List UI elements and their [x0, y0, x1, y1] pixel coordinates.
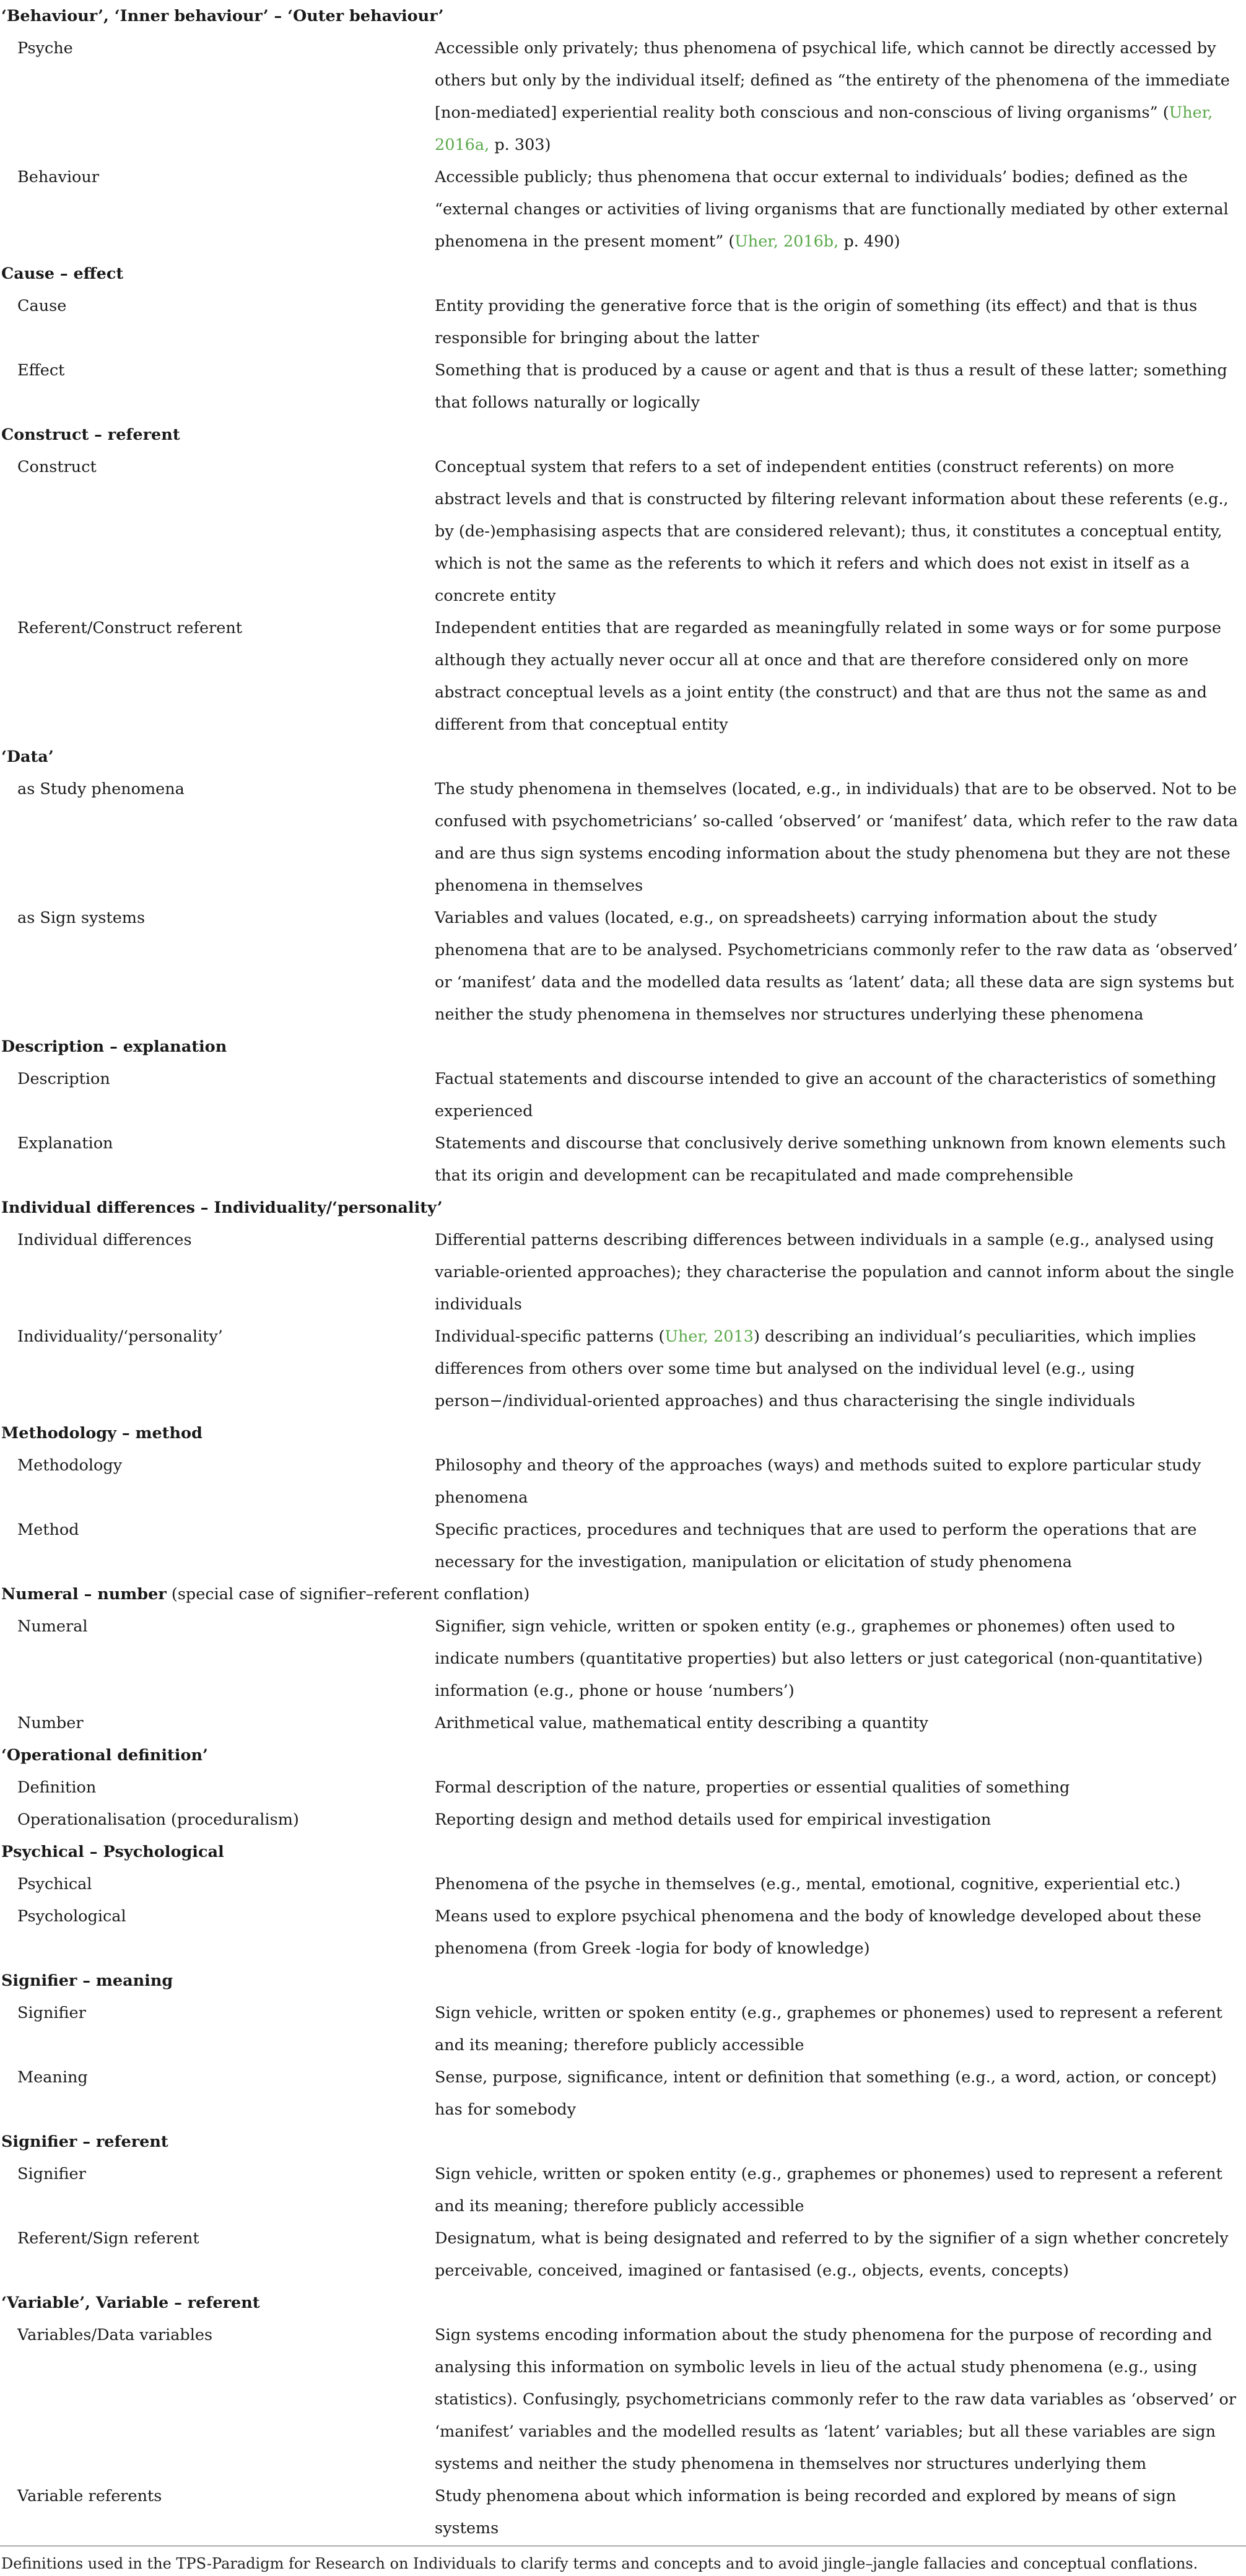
section-heading-row — [0, 1578, 1246, 1610]
section-heading — [0, 258, 1246, 290]
definition-row — [0, 612, 1246, 741]
definition-text: Philosophy and theory of the approaches (ways) and methods suited to explore particular study phenomena — [435, 1456, 1201, 1507]
term-cell: Numeral — [17, 1617, 88, 1636]
definition-cell — [435, 2158, 1246, 2222]
table-caption: Definitions used in the TPS-Paradigm for Research on Individuals to clarify terms and concepts and to avoid jingle–jangle fallacies and conceptual conflations. — [1, 2555, 1198, 2572]
definition-cell — [435, 1063, 1246, 1127]
definition-cell — [435, 773, 1246, 902]
term-cell: Psychical — [17, 1875, 92, 1893]
definition-row — [0, 1224, 1246, 1321]
definition-text: Independent entities that are regarded as meaningfully related in some ways or for some purpose although they actually never occur all at once and that are therefore considered only on more abstract conceptual levels as a joint entity (the construct) and that are thus not the same as and different from that conceptual entity — [435, 619, 1221, 734]
term-cell: Meaning — [17, 2068, 88, 2087]
section-title: Individual differences – Individuality/‘personality’ — [1, 1198, 443, 1217]
section-title: ‘Operational definition’ — [1, 1746, 208, 1765]
definition-row — [0, 2158, 1246, 2222]
section-heading-row — [0, 1417, 1246, 1449]
definition-cell — [435, 2319, 1246, 2480]
definition-row — [0, 1063, 1246, 1127]
term-cell: Definition — [17, 1778, 97, 1797]
section-title: ‘Data’ — [1, 748, 54, 766]
definition-cell — [435, 1449, 1246, 1514]
definition-row — [0, 32, 1246, 161]
definition-cell — [435, 2222, 1246, 2287]
section-heading-row — [0, 1192, 1246, 1224]
term-cell: Referent/Construct referent — [17, 619, 242, 637]
section-title: Cause – effect — [1, 264, 124, 283]
section-heading — [0, 1836, 1246, 1868]
definition-cell — [435, 354, 1246, 419]
definition-text: Reporting design and method details used for empirical investigation — [435, 1810, 991, 1829]
definition-text: Study phenomena about which information is being recorded and explored by means of sign systems — [435, 2487, 1177, 2538]
section-heading-row — [0, 2287, 1246, 2319]
definition-row — [0, 1804, 1246, 1836]
definition-text: Sense, purpose, significance, intent or definition that something (e.g., a word, action, or concept) has for somebody — [435, 2068, 1217, 2119]
definition-row — [0, 1707, 1246, 1739]
term-cell: Variable referents — [17, 2487, 162, 2505]
definition-row — [0, 1900, 1246, 1965]
definition-text: Accessible only privately; thus phenomena of psychical life, which cannot be directly accessed by others but only by the individual itself; defined as “the entirety of the phenomena of the immediate [non-mediated] experiential reality both conscious and non-conscious of living organisms” ( — [435, 39, 1230, 122]
section-title: Description – explanation — [1, 1037, 227, 1056]
section-heading-row — [0, 1031, 1246, 1063]
section-title: Psychical – Psychological — [1, 1843, 224, 1861]
definition-row — [0, 773, 1246, 902]
section-heading — [0, 0, 1246, 32]
definition-row — [0, 1127, 1246, 1192]
definition-text: Individual-specific patterns ( — [435, 1327, 665, 1346]
citation-link[interactable]: Uher, 2016b, — [734, 232, 839, 251]
definition-text: Something that is produced by a cause or agent and that is thus a result of these latter; something that follows naturally or logically — [435, 361, 1227, 412]
section-heading-row — [0, 0, 1246, 32]
definition-cell — [435, 1900, 1246, 1965]
definition-cell — [435, 612, 1246, 741]
section-title: ‘Variable’, Variable – referent — [1, 2294, 260, 2312]
section-heading — [0, 1192, 1246, 1224]
definition-row — [0, 902, 1246, 1031]
definition-text: Formal description of the nature, properties or essential qualities of something — [435, 1778, 1070, 1797]
definition-row — [0, 451, 1246, 612]
definition-cell — [435, 1127, 1246, 1192]
definition-row — [0, 2480, 1246, 2544]
section-title: Numeral – number — [1, 1585, 167, 1604]
definition-row — [0, 1771, 1246, 1804]
section-title: Signifier – referent — [1, 2133, 168, 2151]
section-title: Construct – referent — [1, 426, 180, 444]
definition-cell — [435, 1514, 1246, 1578]
definition-row — [0, 161, 1246, 258]
term-cell: Methodology — [17, 1456, 123, 1475]
definition-text: p. 490) — [839, 232, 900, 251]
definition-cell — [435, 1804, 1246, 1836]
definition-cell — [435, 161, 1246, 258]
section-heading-row — [0, 2126, 1246, 2158]
term-cell: Signifier — [17, 2004, 86, 2022]
section-heading — [0, 1417, 1246, 1449]
definition-text: Differential patterns describing differences between individuals in a sample (e.g., analysed using variable-oriented approaches); they characterise the population and cannot inform about the single individuals — [435, 1231, 1234, 1314]
definition-row — [0, 354, 1246, 419]
definition-row — [0, 2319, 1246, 2480]
term-cell: Behaviour — [17, 168, 99, 186]
definition-row — [0, 1868, 1246, 1900]
definition-row — [0, 290, 1246, 354]
definition-cell — [435, 451, 1246, 612]
term-cell: Explanation — [17, 1134, 113, 1153]
term-cell: as Study phenomena — [17, 780, 185, 798]
definition-text: Means used to explore psychical phenomena and the body of knowledge developed about these phenomena (from Greek -logia for body of knowledge) — [435, 1907, 1201, 1958]
section-heading-row — [0, 1836, 1246, 1868]
term-cell: Referent/Sign referent — [17, 2229, 199, 2248]
definition-text: Statements and discourse that conclusively derive something unknown from known elements such that its origin and development can be recapitulated and made comprehensible — [435, 1134, 1226, 1185]
definition-row — [0, 1514, 1246, 1578]
citation-link[interactable]: Uher, 2013 — [664, 1327, 754, 1346]
definition-cell — [435, 902, 1246, 1031]
definition-text: The study phenomena in themselves (located, e.g., in individuals) that are to be observed. Not to be confused with psychometricians’ so-called ‘observed’ or ‘manifest’ data, which refer to the raw data and are thus sign systems encoding information about the study phenomena but they are not these phenomena in themselves — [435, 780, 1239, 895]
definition-text: p. 303) — [489, 136, 551, 154]
definition-text: Designatum, what is being designated and referred to by the signifier of a sign whether concretely perceivable, conceived, imagined or fantasised (e.g., objects, events, concepts) — [435, 2229, 1229, 2280]
term-cell: Individuality/‘personality’ — [17, 1327, 223, 1346]
definition-cell — [435, 1868, 1246, 1900]
term-cell: Description — [17, 1070, 110, 1088]
definition-text: Arithmetical value, mathematical entity describing a quantity — [435, 1714, 928, 1732]
definition-row — [0, 1321, 1246, 1417]
definition-cell — [435, 1321, 1246, 1417]
definition-text: Signifier, sign vehicle, written or spoken entity (e.g., graphemes or phonemes) often used to indicate numbers (quantitative properties) but also letters or just categorical (non-quantitative) information (e.g., phone or house ‘numbers’) — [435, 1617, 1203, 1700]
term-cell: Psychological — [17, 1907, 126, 1926]
citation-link[interactable]: Uher, 2016a, — [435, 103, 1213, 154]
definition-text: Sign systems encoding information about the study phenomena for the purpose of recording and analysing this information on symbolic levels in lieu of the actual study phenomena (e.g., using statistics). Confusingly, psychometricians commonly refer to the raw data variables as ‘observed’ or ‘manifest’ variables and the modelled results as ‘latent’ variables; but all these variables are sign systems and neither the study phenomena in themselves nor structures underlying them — [435, 2326, 1237, 2473]
definition-cell — [435, 1610, 1246, 1707]
definition-cell — [435, 2061, 1246, 2126]
definition-row — [0, 1449, 1246, 1514]
definition-text: Sign vehicle, written or spoken entity (e.g., graphemes or phonemes) used to represent a referent and its meaning; therefore publicly accessible — [435, 2165, 1222, 2216]
definition-text: Phenomena of the psyche in themselves (e.g., mental, emotional, cognitive, experiential etc.) — [435, 1875, 1181, 1893]
definition-row — [0, 2061, 1246, 2126]
term-cell: Signifier — [17, 2165, 86, 2183]
section-heading — [0, 741, 1246, 773]
term-cell: Method — [17, 1521, 79, 1539]
section-heading — [0, 1739, 1246, 1771]
section-heading — [0, 1578, 1246, 1610]
definition-cell — [435, 2480, 1246, 2544]
section-heading — [0, 1031, 1246, 1063]
term-cell: as Sign systems — [17, 909, 146, 927]
definition-row — [0, 1610, 1246, 1707]
term-cell: Number — [17, 1714, 84, 1732]
definition-text: ) describing an individual’s peculiarities, which implies differences from others over some time but analysed on the individual level (e.g., using person−/individual-oriented approaches) and thus characterising the single individuals — [435, 1327, 1196, 1410]
section-heading — [0, 2287, 1246, 2319]
definition-text: Variables and values (located, e.g., on spreadsheets) carrying information about the study phenomena that are to be analysed. Psychometricians commonly refer to the raw data as ‘observed’ or ‘manifest’ data and the modelled data results as ‘latent’ data; all these data are sign systems but neither the study phenomena in themselves nor structures underlying these phenomena — [435, 909, 1238, 1024]
definition-text: Conceptual system that refers to a set of independent entities (construct referents) on more abstract levels and that is constructed by filtering relevant information about these referents (e.g., by (de-)emphasising aspects that are considered relevant); thus, it constitutes a conceptual entity, which is not the same as the referents to which it refers and which does not exist in itself as a concrete entity — [435, 458, 1229, 605]
definition-text: Accessible publicly; thus phenomena that occur external to individuals’ bodies; defined as the “external changes or activities of living organisms that are functionally mediated by other external phenomena in the present moment” ( — [435, 168, 1229, 251]
section-heading-row — [0, 258, 1246, 290]
section-heading — [0, 2126, 1246, 2158]
section-title: Signifier – meaning — [1, 1971, 173, 1990]
section-title: ‘Behaviour’, ‘Inner behaviour’ – ‘Outer behaviour’ — [1, 7, 444, 25]
definition-cell — [435, 1771, 1246, 1804]
term-cell: Effect — [17, 361, 65, 380]
section-heading-row — [0, 741, 1246, 773]
definition-text: Sign vehicle, written or spoken entity (e.g., graphemes or phonemes) used to represent a referent and its meaning; therefore publicly accessible — [435, 2004, 1222, 2054]
term-cell: Cause — [17, 297, 67, 315]
definition-cell — [435, 1997, 1246, 2061]
section-title-note: (special case of signifier–referent conflation) — [166, 1585, 530, 1604]
section-heading — [0, 419, 1246, 451]
definition-cell — [435, 32, 1246, 161]
term-cell: Variables/Data variables — [17, 2326, 213, 2344]
section-heading-row — [0, 419, 1246, 451]
definition-cell — [435, 1224, 1246, 1321]
section-heading-row — [0, 1965, 1246, 1997]
term-cell: Construct — [17, 458, 97, 476]
definition-text: Specific practices, procedures and techniques that are used to perform the operations that are necessary for the investigation, manipulation or elicitation of study phenomena — [435, 1521, 1197, 1571]
definition-text: Factual statements and discourse intended to give an account of the characteristics of something experienced — [435, 1070, 1216, 1120]
definition-row — [0, 1997, 1246, 2061]
term-cell: Psyche — [17, 39, 73, 58]
definition-cell — [435, 290, 1246, 354]
definition-row — [0, 2222, 1246, 2287]
definition-text: Entity providing the generative force that is the origin of something (its effect) and that is thus responsible for bringing about the latter — [435, 297, 1198, 347]
term-cell: Individual differences — [17, 1231, 192, 1249]
section-heading-row — [0, 1739, 1246, 1771]
term-cell: Operationalisation (proceduralism) — [17, 1810, 299, 1829]
section-heading — [0, 1965, 1246, 1997]
definition-cell — [435, 1707, 1246, 1739]
section-title: Methodology – method — [1, 1424, 203, 1443]
